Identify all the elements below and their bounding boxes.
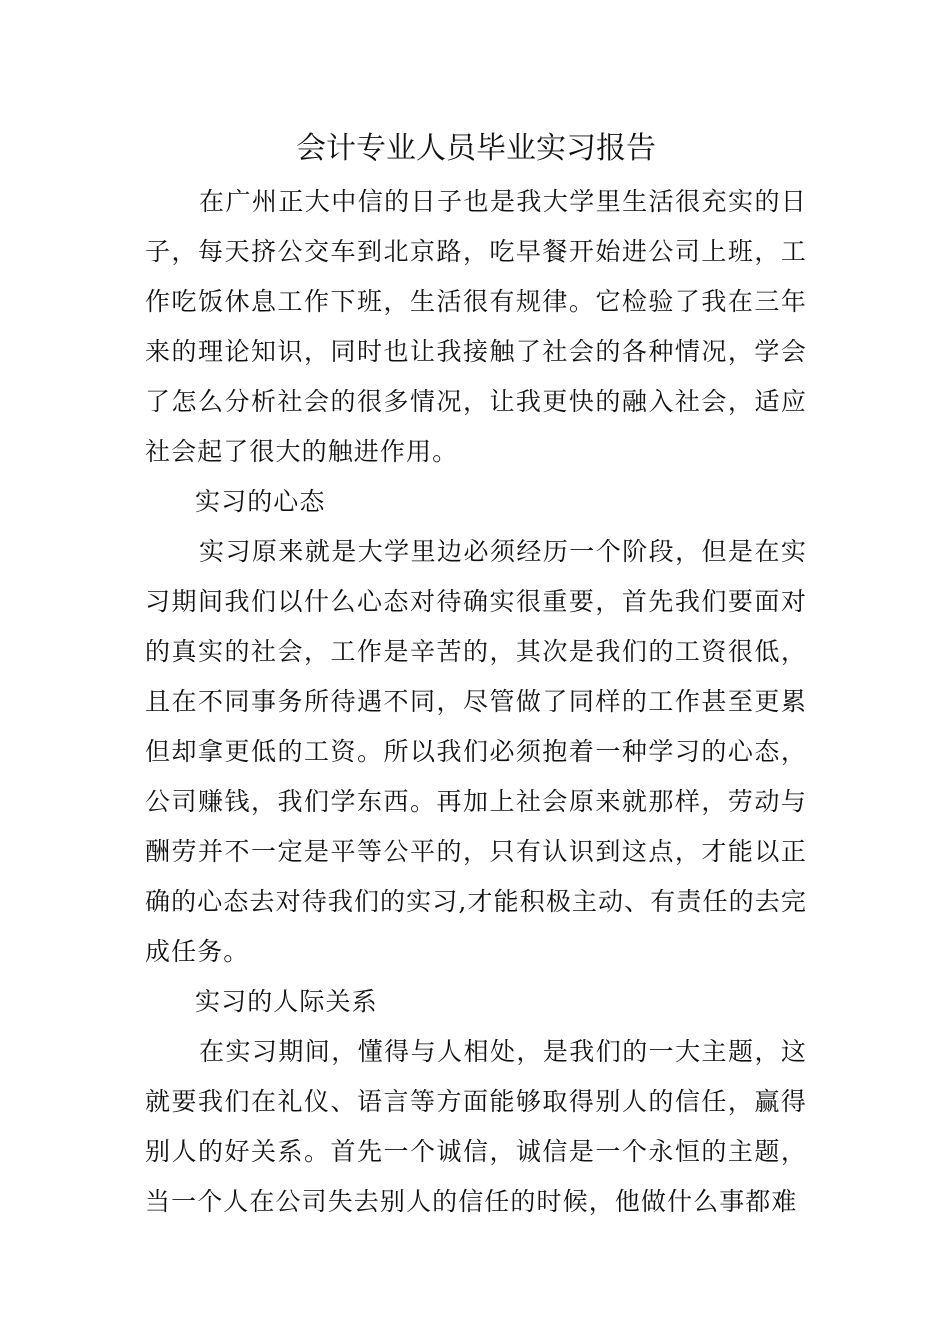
paragraph-relationships: 在实习期间，懂得与人相处，是我们的一大主题，这就要我们在礼仪、语言等方面能够取得别人的信任，赢得别人的好关系。首先一个诚信，诚信是一个永恒的主题，当一个人在公司失去别人的信任的时候，他做什么事都难 [145, 1037, 807, 1216]
section-heading-relationships: 实习的人际关系 [195, 987, 378, 1016]
paragraph-intro: 在广州正大中信的日子也是我大学里生活很充实的日子，每天挤公交车到北京路，吃早餐开始进公司上班，工作吃饭休息工作下班，生活很有规律。它检验了我在三年来的理论知识，同时也让我接触了社会的各种情况，学会了怎么分析社会的很多情况，让我更快的融入社会，适应社会起了很大的触进作用。 [145, 187, 807, 466]
paragraph-mindset: 实习原来就是大学里边必须经历一个阶段，但是在实习期间我们以什么心态对待确实很重要，首先我们要面对的真实的社会，工作是辛苦的，其次是我们的工资很低，且在不同事务所待遇不同，尽管做了同样的工作甚至更累但却拿更低的工资。所以我们必须抱着一种学习的心态，公司赚钱，我们学东西。再加上社会原来就那样，劳动与酬劳并不一定是平等公平的，只有认识到这点，才能以正确的心态去对待我们的实习,才能积极主动、有责任的去完成任务。 [145, 537, 807, 966]
section-heading-mindset: 实习的心态 [195, 487, 326, 516]
document-body [145, 177, 807, 1227]
document-title: 会计专业人员毕业实习报告 [296, 131, 656, 166]
